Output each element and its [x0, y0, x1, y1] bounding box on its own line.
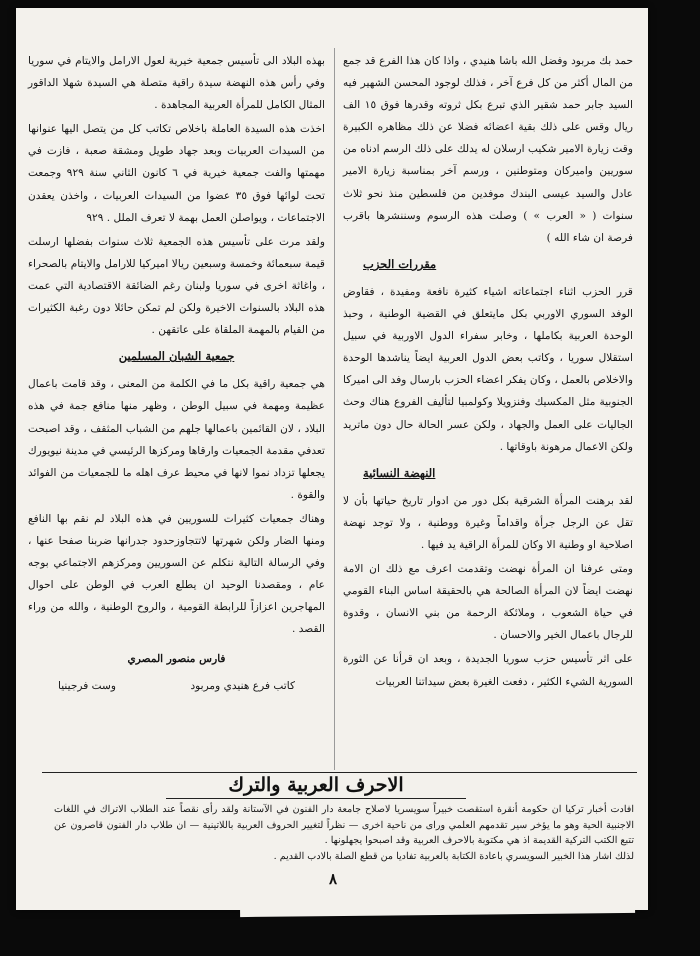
page-number: ٨: [329, 870, 338, 888]
bottom-article-paragraph-2: لذلك اشار هذا الخبير السويسري باعادة الكتابة بالعربية تفاديا من قطع الصلة بالادب القديم .: [273, 850, 634, 862]
womens-movement-paragraph-3: على اثر تأسيس حزب سوريا الجديدة ، وبعد ان قرأنا عن الثورة السورية الشيء الكثير ، دفعت الغيرة بعض سيداتنا العربيات: [343, 653, 633, 688]
left-paragraph-1: بهذه البلاد الى تأسيس جمعية خيرية لعول الارامل والايتام في سوريا وفي رأس هذه النهضة سيدة راقية متصلة هي السيدة شهلا الداقور المثال الكامل للمرأة العربية المجاهدة .: [28, 55, 325, 112]
section-heading-muslim-youth: جمعية الشبان المسلمين: [118, 349, 235, 364]
signature-line: [28, 675, 325, 697]
womens-movement-paragraph-1: لقد برهنت المرأة الشرقية بكل دور من ادوار تاريخ حياتها بأن لا تقل عن الرجل جرأة واقداماً وغيرة ووطنية ، ولا توجد نهضة اصلاحية او وطنية الا وكان للمرأة الراقية يد فيها .: [343, 494, 633, 551]
left-paragraph-5: وهناك جمعيات كثيرات للسوريين في هذه البلاد لم نقم بها النافع ومنها الضار ولكن شهرتها لاتتجاوزحدود جدرانها ضربنا صفحا عنها ، وفي الرسالة التالية نتكلم عن السوريين ومركزهم الاجتماعي بوجه عام ، ومقصدنا الوحيد ان يطلع العرب في الوطن على احوال المهاجرين اعزازاً للرابطة القومية ، والروح الوطنية ، والله من وراء القصد .: [28, 512, 325, 636]
paper-bottom-edge: [240, 891, 635, 917]
party-resolutions-paragraph: قرر الحزب اثناء اجتماعاته اشياء كثيرة نافعة ومفيدة ، فقاوض الوفد السوري الاوربي بكل مايتعلق في القضية الوطنية ، وحبذ الوحدة العربية بكاملها ، وخابر سفراء الدول الاوربية في سبيل استقلال سوريا ، وكاتب بعض الدول العربية ايضاً يناشدها الوحدة والاخلاص بالعمل ، وكان يفكر اعضاء الحزب بارسال وفد الى اميركا الجنوبية مثل المكسيك وفنزويلا وكولمبيا لتأليف الفروع هناك وحث الجاليات على العمل والجهاد ، ولكن عسر الحالة حال دون ماتريد ولكن الاعمال مرهونة باوقاتها .: [343, 285, 633, 453]
left-paragraph-4: هي جمعية راقية بكل ما في الكلمة من المعنى ، وقد قامت باعمال عظيمة ومهمة في سبيل الوطن ، وظهر منها منافع جمة في هذه البلاد ، لان القائمين باعمالها جلهم من الشباب المثقف ، وقد اصبحت تعدفي مقدمة الجمعيات وارقاها ومركزها الرئيسي في مدينة نيويورك يجعلها تزداد نموا لانها في محيط عرف اهله ما للجمعيات من الفوائد والقوة .: [28, 378, 325, 501]
newspaper-page: [16, 8, 648, 910]
bottom-article-body: [54, 802, 634, 864]
bottom-article-title: الاحرف العربية والترك: [166, 772, 466, 799]
author-role: كاتب فرع هنيدي ومربود: [190, 679, 295, 692]
left-paragraph-2: اخذت هذه السيدة العاملة باخلاص تكاتب كل من يتصل اليها عنوانها من السيدات العربيات وبعد جهاد طويل ومشقة صعبة ، فازت في مهمتها والفت جمعية خيرية في ٦ كانون الثاني سنة ٩٢٩ وجمعت تحت لوائها فوق ٣٥ عضوا من السيدات العربيات ، واخذن يعقدن الاجتماعات ، ويواصلن العمل بهمة لا تعرف الملل . ٩٢٩: [28, 123, 326, 224]
author-location: وست فرجينيا: [58, 679, 117, 692]
left-column: [28, 50, 325, 697]
bottom-article-paragraph-1: افادت أخبار تركيا ان حكومة أنقرة استقصت خبيراً سويسريا لاصلاح جامعة دار الفنون في الآستانة ولقد رأى نقصاً عند الطلاب الاتراك في اللغات الاجنبية الحية وهو ما يؤخر سير تقدمهم العلمي وراى من ناحية اخرى — نظراً لتغيير الحروف العربية باللاتينية — ان طلاب دار الفنون قاصرون عن تتبع الكتب التركية القديمة اذ هي مكتوبة بالاحرف العربية وقد اصبحوا يجهلونها .: [54, 804, 634, 847]
section-heading-womens-movement: النهضة النسائية: [363, 465, 436, 480]
section-heading-party-resolutions: مقررات الحزب: [363, 256, 437, 271]
womens-movement-paragraph-2: ومتى عرفنا ان المرأة نهضت وتقدمت اعرف مع ذلك ان الامة نهضت ايضاً لان المرأة الصالحة هي بالحقيقة اساس البناء القومي في حياة الشعوب ، وملائكة الرحمة من بني الانسان ، وقدوة للرجال باعمال الخير والاحسان .: [343, 563, 633, 642]
column-divider: [334, 48, 335, 770]
left-paragraph-3: ولقد مرت على تأسيس هذه الجمعية ثلاث سنوات بفضلها ارسلت قيمة سبعمائة وخمسة وسبعين ريالا اميركيا للارامل والايتام بالصحراء ، واغاثة اخرى في سوريا ولبنان رغم الضائقة الاقتصادية التي عمت هذه البلاد بالسنوات الاخيرة ولكن لم تمكن حائلا دون رغبة الكثيرات من القيام بالمهمة الملقاة على عاتقهن .: [28, 235, 325, 337]
right-intro-paragraph: حمد بك مربود وفضل الله باشا هنيدي ، واذا كان هذا الفرع قد جمع من المال أكثر من كل فرع آخر ، فذلك لوجود المحسن الشهير فيه السيد جابر حمد شقير الذي تبرع بكل ثروته وقدرها فوق ١٥ الف ريال وقس على ذلك بقية اعضائه فضلا عن ذلك مظاهره الكبيرة وقت زيارة الامير شكيب ارسلان له يدلك على ذلك الرسم ادناه من سوريين واميركان ومتوطنين ، ورسم آخر بمناسبة زيارة الامير عادل والسيد عيسى البندك موفدين من فلسطين منذ نحو ثلاث سنوات ( « العرب » ) وصلت هذه الرسوم وسننشرها باقرب فرصة ان شاء الله ): [343, 55, 633, 244]
author-signature: فارس منصور المصري: [127, 653, 226, 666]
right-column: [343, 50, 633, 695]
